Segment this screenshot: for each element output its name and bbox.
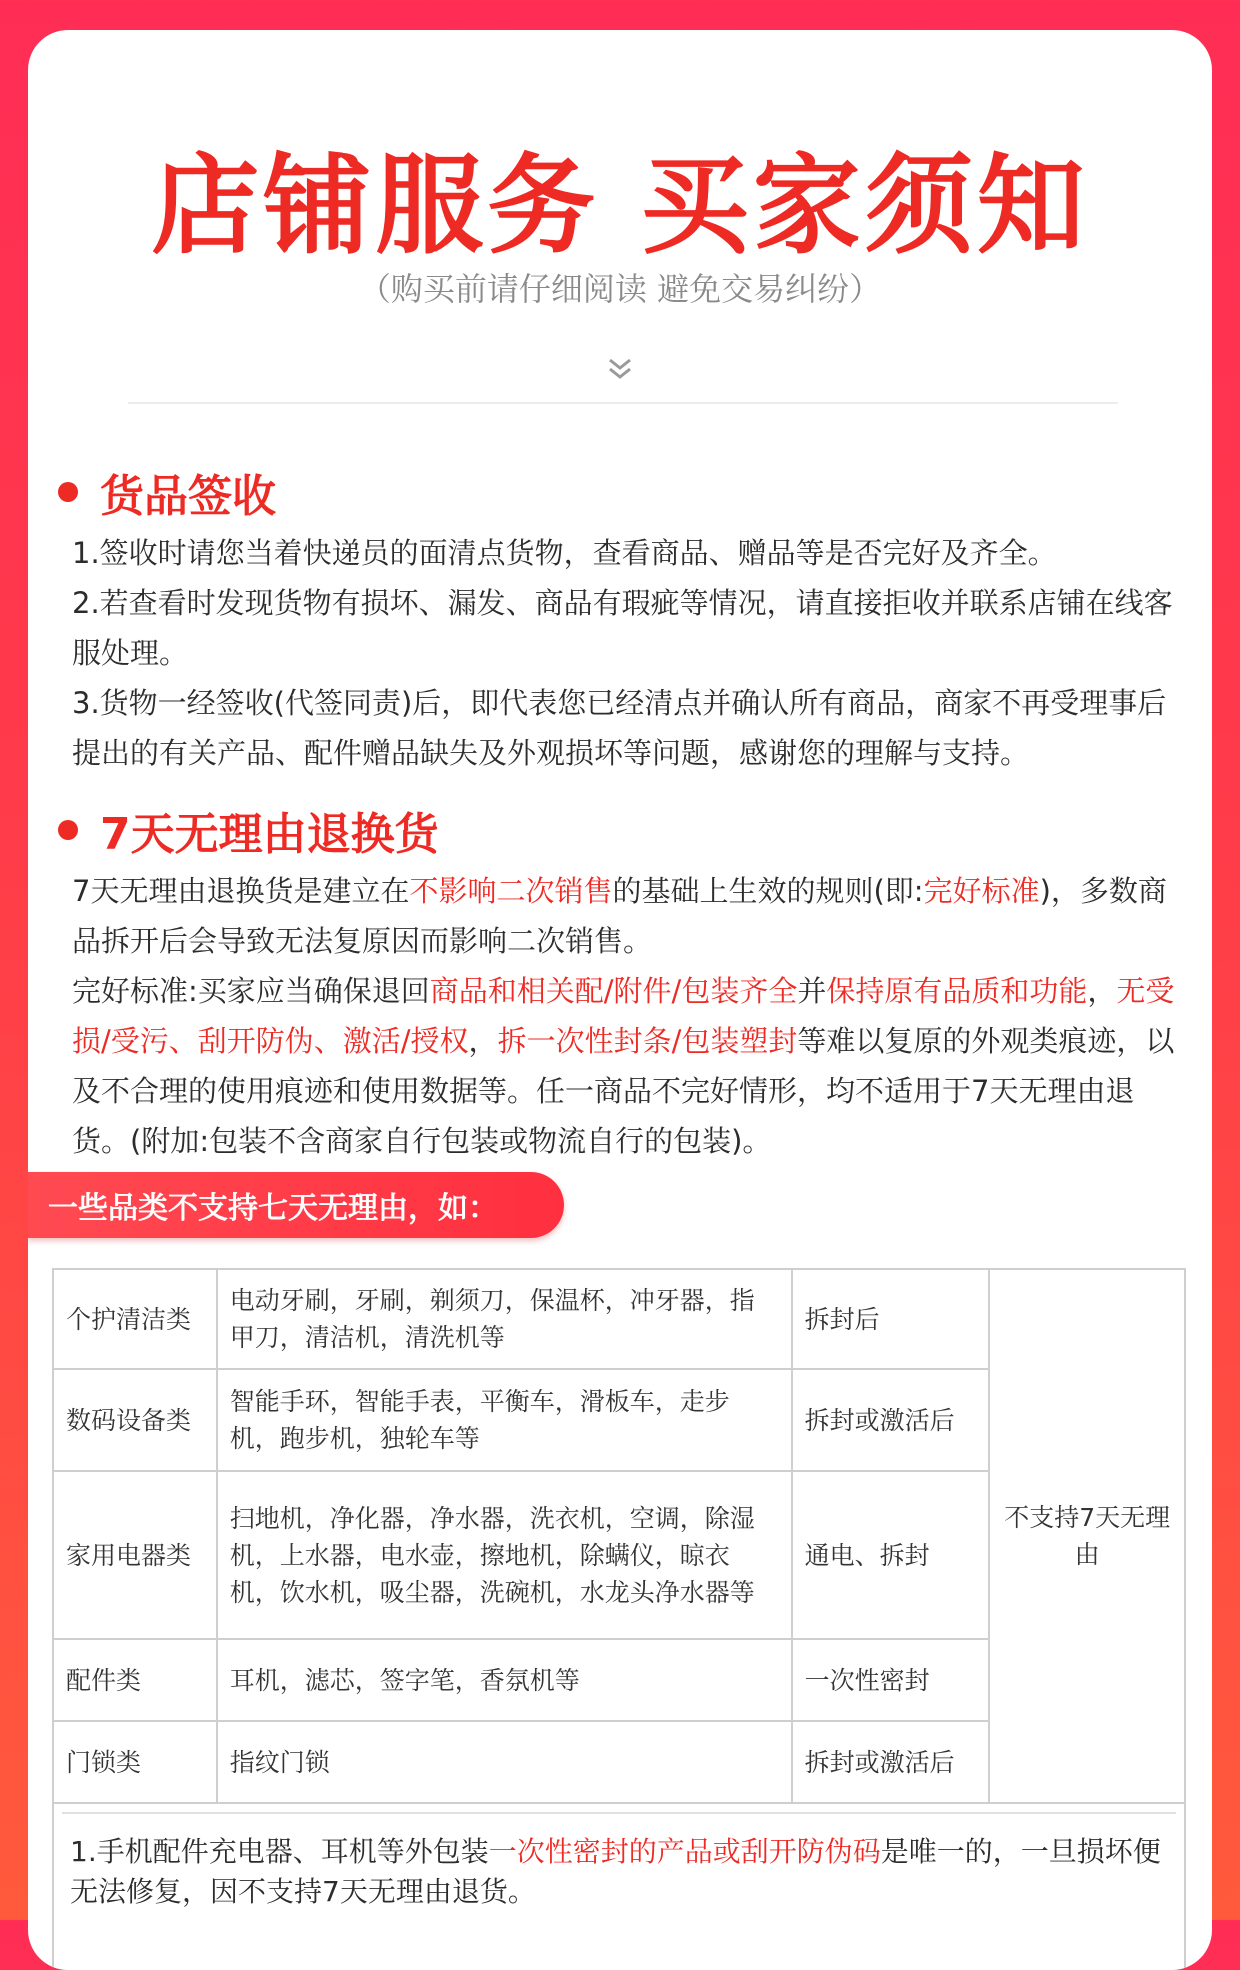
page-title: 店铺服务 买家须知 bbox=[151, 144, 1089, 269]
section-return-title: 7天无理由退换货 bbox=[100, 809, 439, 860]
text-span: 等难以复原的外观类痕迹，以及不合理的使用痕迹和使用数据等。任一商品不完好情形，均不适用于7天无理由退货。(附加:包装不含商家自行包装或物流自行的包装)。 bbox=[72, 1024, 1175, 1158]
section-receipt-title: 货品签收 bbox=[100, 471, 276, 522]
highlight-text: 商品和相关配/附件/包装齐全 bbox=[429, 974, 798, 1008]
highlight-text: 拆一次性封条/包装塑封 bbox=[497, 1024, 798, 1058]
category-cell: 门锁类 bbox=[53, 1721, 217, 1803]
text-span: 7天无理由退换货是建立在 bbox=[72, 874, 410, 908]
section-receipt-heading bbox=[58, 462, 276, 522]
notes-divider bbox=[62, 1812, 1176, 1814]
category-cell: 数码设备类 bbox=[53, 1369, 217, 1471]
receipt-line-2: 2.若查看时发现货物有损坏、漏发、商品有瑕疵等情况，请直接拒收并联系店铺在线客服处理。 bbox=[72, 586, 1173, 670]
text-span: 是唯一的，一旦损坏便无法修复，因不支持7天无理由退货。 bbox=[70, 1835, 1161, 1908]
receipt-line-1: 1.签收时请您当着快递员的面清点货物，查看商品、赠品等是否完好及齐全。 bbox=[72, 536, 1057, 570]
category-cell: 个护清洁类 bbox=[53, 1269, 217, 1369]
condition-cell: 拆封或激活后 bbox=[792, 1369, 990, 1471]
category-ribbon bbox=[28, 1172, 564, 1238]
note-line-1 bbox=[70, 1832, 1170, 1912]
text-span: 的基础上生效的规则(即: bbox=[612, 874, 924, 908]
bullet-dot bbox=[58, 482, 78, 502]
condition-cell: 拆封或激活后 bbox=[792, 1721, 990, 1803]
text-span: ， bbox=[1087, 974, 1117, 1008]
category-table bbox=[52, 1268, 1186, 1804]
highlight-text: 无受损/受污、刮开防伪、激活/授权 bbox=[72, 974, 1175, 1058]
text-span: 完好标准:买家应当确保退回 bbox=[72, 974, 430, 1008]
merged-policy-cell: 不支持7天无理由 bbox=[989, 1269, 1185, 1803]
highlight-text: 保持原有品质和功能 bbox=[826, 974, 1088, 1008]
notes-box bbox=[52, 1804, 1186, 1970]
highlight-text: 一次性密封的产品或刮开防伪码 bbox=[488, 1835, 881, 1868]
category-cell: 配件类 bbox=[53, 1639, 217, 1721]
ribbon-label: 一些品类不支持七天无理由，如： bbox=[48, 1191, 498, 1226]
chevron-down-icon bbox=[28, 356, 1212, 386]
text-span: 并 bbox=[797, 974, 827, 1008]
items-cell: 耳机，滤芯，签字笔，香氛机等 bbox=[217, 1639, 792, 1721]
condition-cell: 一次性密封 bbox=[792, 1639, 990, 1721]
text-span: ， bbox=[468, 1024, 498, 1058]
section-receipt-body bbox=[72, 528, 1192, 778]
condition-cell: 通电、拆封 bbox=[792, 1471, 990, 1639]
highlight-text: 不影响二次销售 bbox=[409, 874, 613, 908]
condition-cell: 拆封后 bbox=[792, 1269, 990, 1369]
notice-card bbox=[28, 30, 1212, 1970]
highlight-text: 完好标准 bbox=[923, 874, 1040, 908]
return-paragraph-1 bbox=[72, 866, 1192, 966]
section-return-body bbox=[72, 866, 1192, 1166]
return-paragraph-2 bbox=[72, 966, 1192, 1166]
section-return-heading bbox=[58, 800, 439, 860]
receipt-line-3: 3.货物一经签收(代签同责)后，即代表您已经清点并确认所有商品，商家不再受理事后提出的有关产品、配件赠品缺失及外观损坏等问题，感谢您的理解与支持。 bbox=[72, 686, 1167, 770]
text-span: 1.手机配件充电器、耳机等外包装 bbox=[70, 1835, 489, 1868]
items-cell: 指纹门锁 bbox=[217, 1721, 792, 1803]
items-cell: 智能手环，智能手表，平衡车，滑板车，走步机，跑步机，独轮车等 bbox=[217, 1369, 792, 1471]
bullet-dot bbox=[58, 820, 78, 840]
header-divider bbox=[128, 402, 1118, 404]
page-subtitle: （购买前请仔细阅读 避免交易纠纷） bbox=[358, 270, 882, 308]
text-span: )，多数商品拆开后会导致无法复原因而影响二次销售。 bbox=[72, 874, 1167, 958]
items-cell: 电动牙刷，牙刷，剃须刀，保温杯，冲牙器，指甲刀，清洁机，清洗机等 bbox=[217, 1269, 792, 1369]
table-row bbox=[53, 1269, 1185, 1369]
category-cell: 家用电器类 bbox=[53, 1471, 217, 1639]
items-cell: 扫地机，净化器，净水器，洗衣机，空调，除湿机，上水器，电水壶，擦地机，除螨仪，晾衣机，饮水机，吸尘器，洗碗机，水龙头净水器等 bbox=[217, 1471, 792, 1639]
notes-text bbox=[70, 1832, 1170, 1912]
